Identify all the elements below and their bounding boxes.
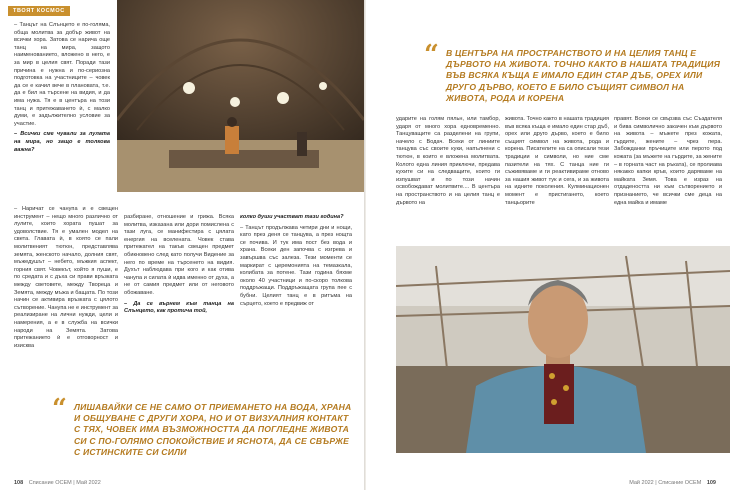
pull-quote-left: ЛИШАВАЙКИ СЕ НЕ САМО ОТ ПРИЕМАНЕТО НА ВОДА, ХРАНА И ОБЩУВАНЕ С ДРУГИ ХОРА, НО И ОТ ВИЗУАЛНИЯ КОНТАКТ С ТЯХ, ЧОВЕК ИМА ВЪЗМОЖНОСТТА ДА ПОГЛЕДНЕ ЖИВОТА СИ С ПО-ГОЛЯМО СПОКОЙСТВИЕ И ЯСНОТА, ДА СЕ СВЪРЖЕ С ИСТИНСКИТЕ СИ СИЛИ <box>74 402 352 457</box>
right-column-2 <box>505 116 609 244</box>
left-column-1 <box>14 22 110 190</box>
section-tag: ТВОЯТ КОСМОС <box>8 6 70 16</box>
paragraph: ударите на голям пяльн, или тамбор, ударя от много хора едновременно. Танцуващите са разделени на групи, начело с Водач. Всеки от линиите танцува със своите куки, напълнени с тютюн, в които е вложена молитвата. Колото една линия приключи, предава кухите си на следващите, които ги изпушват и по този начин освобождават молитвите.... В центъра на пространството и на целия танц е дървото на <box>396 116 500 206</box>
folio-left: 108 Списание ОСЕМ | Май 2022 <box>14 480 101 486</box>
paragraph: – Наричат се чанупа и е свещен инструмент – нещо много различно от лулите, които хората пушат за удоволствие. Тя е умален модел на света. Главата ѝ, в която се пали молитвеният тютюн, представлява земята, женското начало, долния свят, мъжедушът – небето, мъжкия аспект, горния свят. Човекът, който я пуши, е по средата и с дъха си прави връзката между световете, между Твореца и Земята, между мъжа и бащата. По този начин се активира връзката с цялото сътворение. Чанупа не е инструмент за реализиране на лични нужди, цели и намерения, а е в служба на всички народи на Земята. Затова притежанието ѝ е отговорност и изисква <box>14 206 118 349</box>
quote-mark-icon: “ <box>52 394 67 424</box>
interview-question: колко души участват тази година? <box>240 214 344 220</box>
page-gutter <box>364 0 366 490</box>
dome-photo-illustration <box>117 0 364 192</box>
right-column-3 <box>614 116 722 244</box>
right-column-1 <box>396 116 500 244</box>
portrait-illustration <box>396 246 730 453</box>
page-number: 108 <box>14 480 24 486</box>
issue-date: Май 2022 <box>76 480 101 486</box>
dome-interior-photo <box>117 0 364 192</box>
paragraph: – Танцът продължава четири дни и нощи, като през деня се танцува, а през нощта се почива. И тук има пост без вода и храна. Всеки ден започва с изгрева и завършва със залеза. Тези моменти се маркират с церемонията на темазкала, колибата за потене. Тази година бяхме около 40 участници и по-скоро толкова поддръжащи. Поддръжащата група пее с бубни. Целият танц е в ритъма на сърцето, което е предвиж от <box>240 224 352 307</box>
magazine-name: Списание ОСЕМ <box>658 480 702 486</box>
paragraph: живота. Точно както в нашата традиция във всяка къща е имало един стар дъб, орех или друго дърво, което е било същият символ на живота, рода и корена. Писателите на са описали тези традиции и символи, но ние сме пазители на тях. С танца ние ги съживяваме и ги реактивираме отново за нашия живот тук и сега, и за живота на идните поколения. Кулминационен момент е пристигането, което танцьорите <box>505 116 609 206</box>
folio-right: Май 2022 | Списание ОСЕМ 109 <box>629 480 716 486</box>
issue-date: Май 2022 <box>629 480 654 486</box>
paragraph: разбиране, отношение и грижа. Всяка молитва, изказана или дори помислена с тази луга, се манифестира с цялата енергия на вселената. Човек става притежател на такъв свещен предмет обикновено след като получи Видение за него по време на търсенето на видия. Духът наблюдава при кого и как отива чанупа и силата ѝ идва именно от духа, а не от самия предмет или от неговото обожаване. <box>124 214 234 296</box>
paragraph: – Танцът на Слънцето е по-голяма, обща молитва за добър живот на всички хора. Затова се нарича още танц на мира, защото наименованието, вложено в него, е за мир в целия свят. Поради тази причина е нужна и по-сериозна подготовка на участниците – човек да се е качил вече в плановата, т.е. да е бил на търсене на видия, и да има нужа. Тя е в центъра на този танц и притежаването ѝ, с малко думи, е задължително условие за участие. <box>14 22 110 127</box>
page-number: 109 <box>706 480 716 486</box>
paragraph: правят. Всеки се свързва със Създателя и бива символично закачен към дървото на живота – мъжете през кожата, гърдите, жените – чрез пера. Забожданки пръчиците или перото под кожата (за мъжете на гърдите, за жените – в горната част на ръката), се пролиава някакко капки кръв, които даряваме на майката Земя. Това е израз на отдадеността ни към сътворението и признанието, че всички сме деца на една майка и имаме <box>614 116 722 206</box>
quote-mark-icon: “ <box>424 40 439 70</box>
left-column-2 <box>14 206 118 418</box>
left-column-4 <box>240 214 352 384</box>
left-column-3 <box>124 214 234 384</box>
interview-question: – Да се върнем към танца на Слънцето, как протича той, <box>124 300 234 315</box>
portrait-photo <box>396 246 730 453</box>
interview-question: – Всички сме чували за лулата на мира, но защо е толкова важна? <box>14 131 110 153</box>
magazine-name: Списание ОСЕМ <box>28 480 72 486</box>
pull-quote-right: В ЦЕНТЪРА НА ПРОСТРАНСТВОТО И НА ЦЕЛИЯ ТАНЦ Е ДЪРВОТО НА ЖИВОТА. ТОЧНО КАКТО В НАШАТА ТРАДИЦИЯ ВЪВ ВСЯКА КЪЩА Е ИМАЛО ЕДИН СТАР ДЪБ, ОРЕХ ИЛИ ДРУГО ДЪРВО, КОЕТО Е БИЛО СЪЩИЯТ СИМВОЛ НА ЖИВОТА, РОДА И КОРЕНА <box>446 48 721 103</box>
